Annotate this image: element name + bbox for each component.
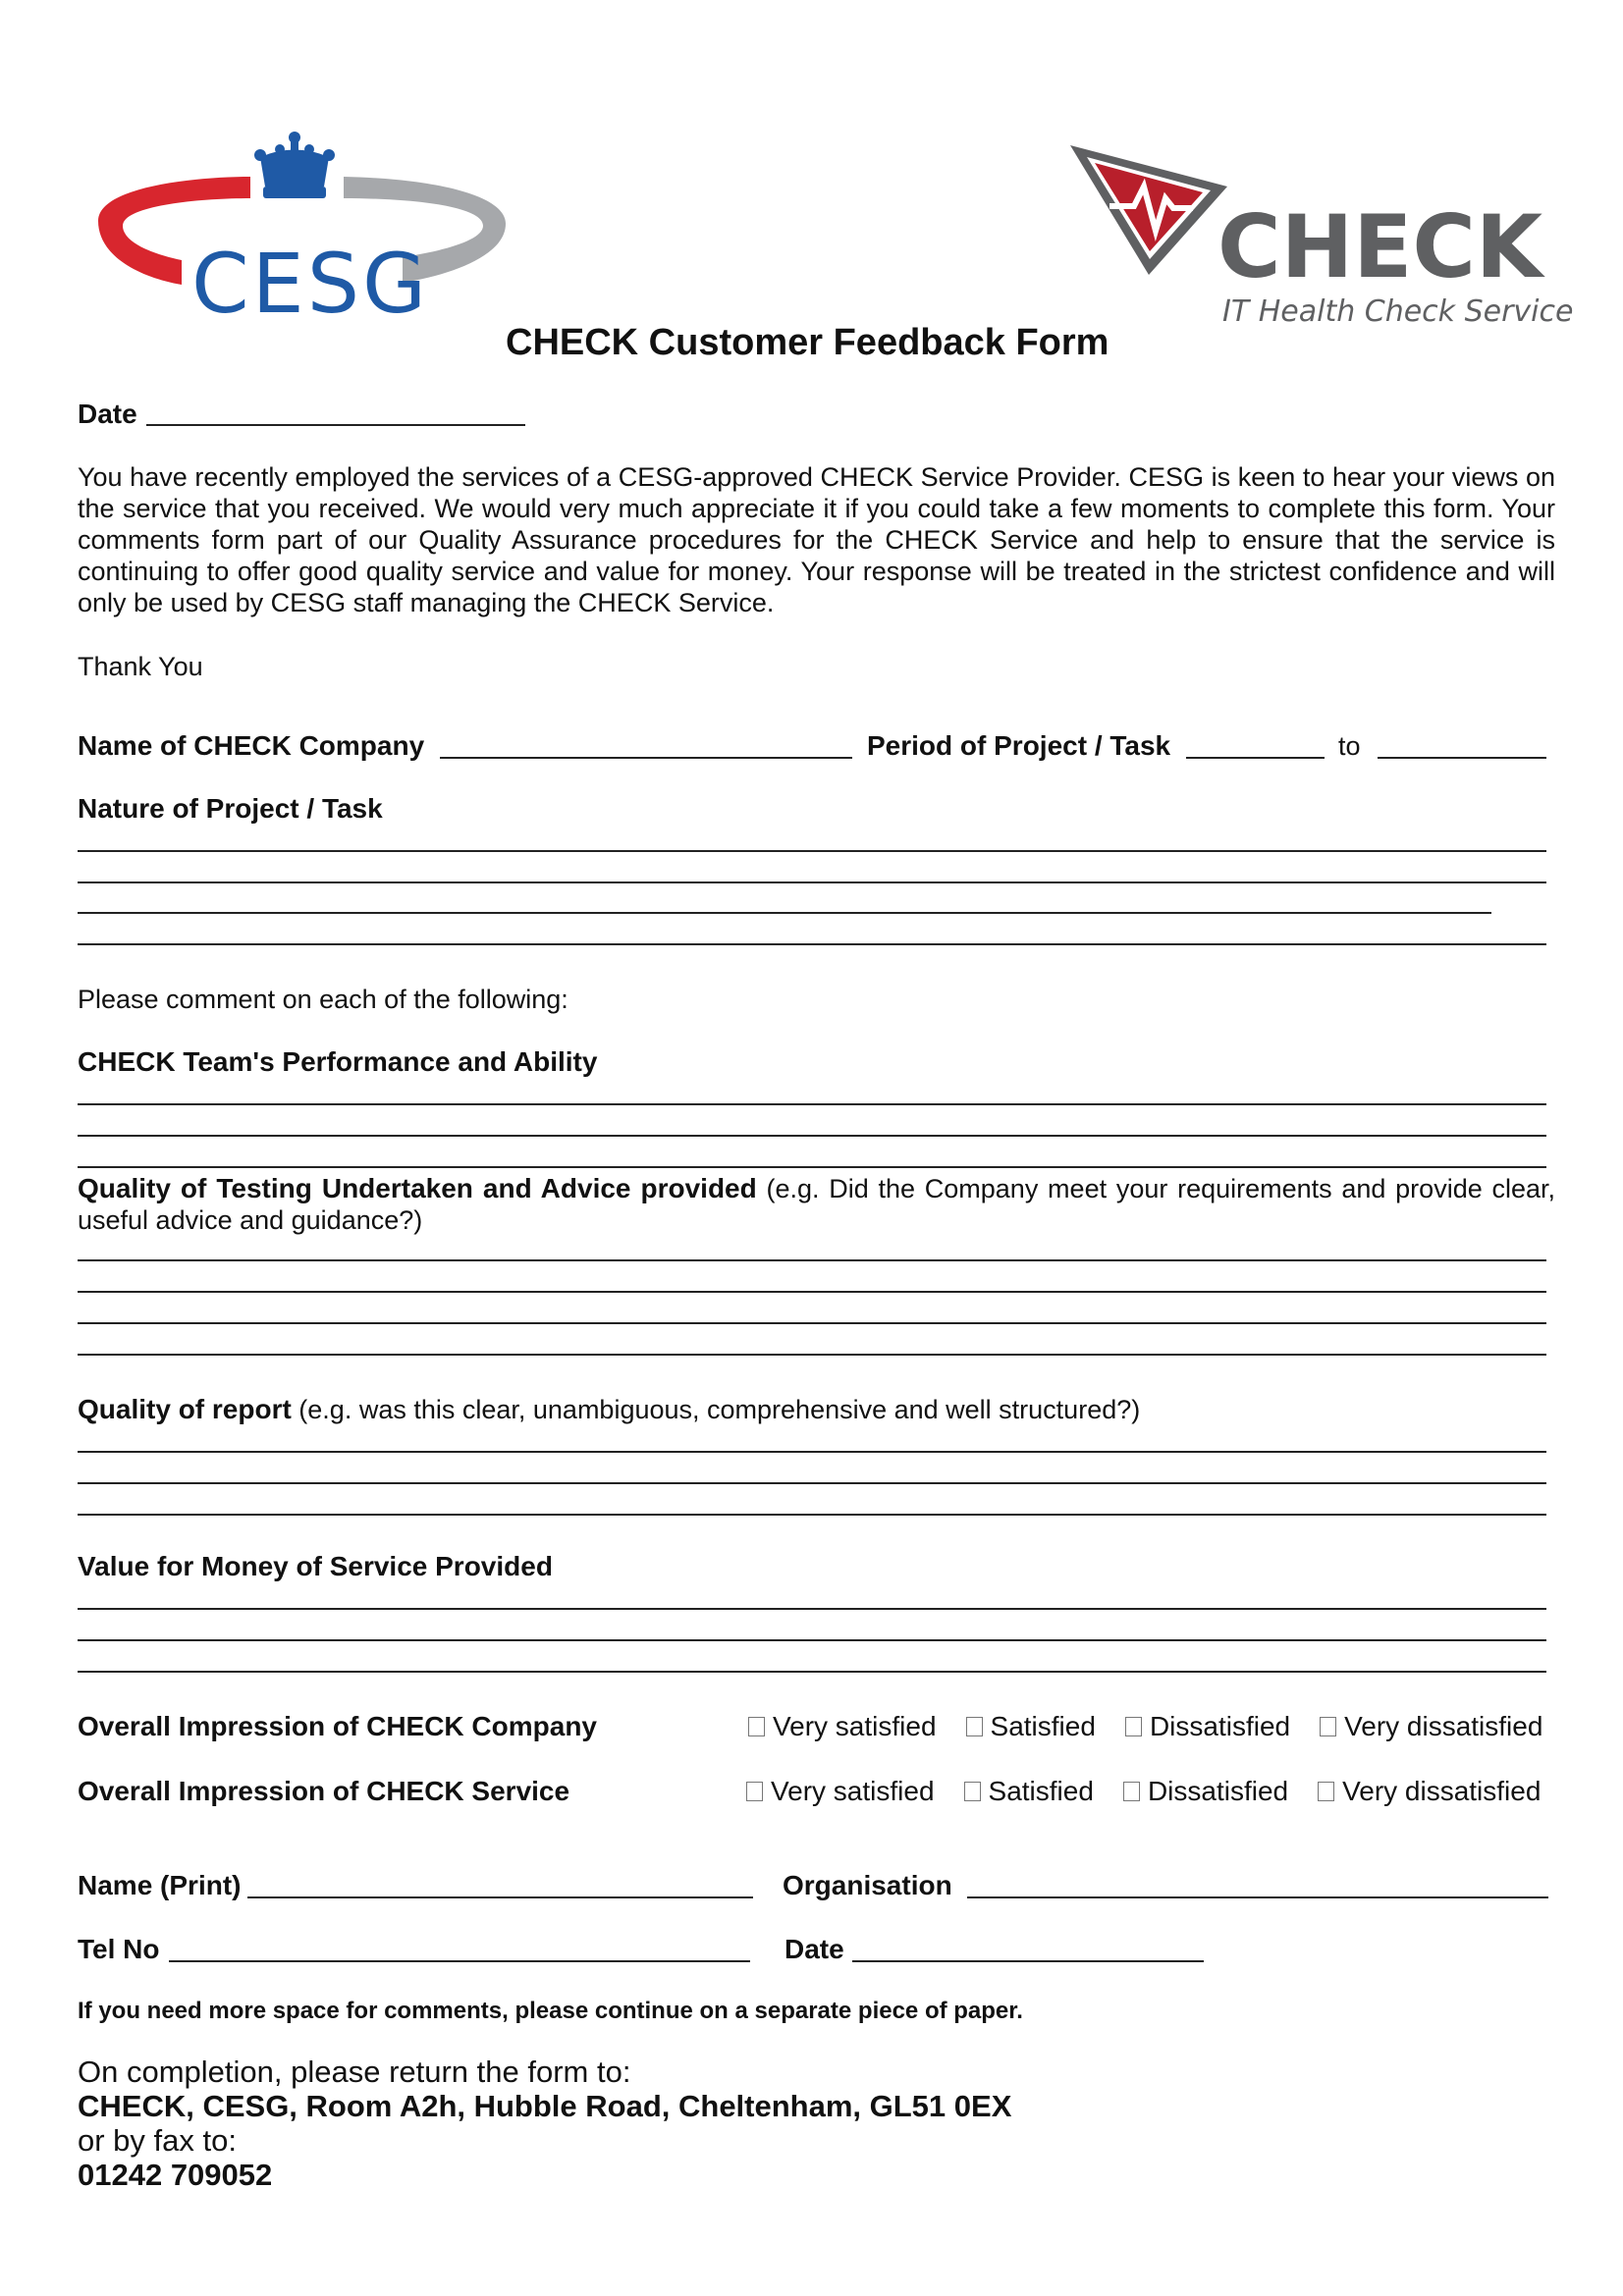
company-option-dissatisfied[interactable]: Dissatisfied xyxy=(1125,1711,1290,1742)
team-line-1[interactable] xyxy=(78,1103,1546,1105)
period-end-field[interactable] xyxy=(1378,757,1546,759)
tel-field[interactable] xyxy=(169,1960,750,1962)
testing-label: Quality of Testing Undertaken and Advice provided xyxy=(78,1173,757,1203)
period-to-text: to xyxy=(1338,731,1361,761)
fax-instruction: or by fax to: xyxy=(78,2123,237,2158)
page-title: CHECK Customer Feedback Form xyxy=(506,322,1109,363)
organisation-label: Organisation xyxy=(783,1870,952,1900)
date-label: Date xyxy=(78,399,137,429)
return-instruction: On completion, please return the form to: xyxy=(78,2055,631,2089)
value-label: Value for Money of Service Provided xyxy=(78,1551,553,1581)
checkbox-icon xyxy=(1125,1717,1142,1736)
period-start-field[interactable] xyxy=(1186,757,1325,759)
team-line-3[interactable] xyxy=(78,1166,1546,1168)
return-address: CHECK, CESG, Room A2h, Hubble Road, Cheltenham, GL51 0EX xyxy=(78,2089,1012,2123)
impression-company-label: Overall Impression of CHECK Company xyxy=(78,1711,598,1741)
intro-paragraph: You have recently employed the services of a CESG-approved CHECK Service Provider. CESG is keen to hear your views on the service that you received. We would very much appreciate it if you could take a few moments to complete this form. Your comments form part of our Quality Assurance procedures for the CHECK Service and help to ensure that the service is continuing to offer good quality service and value for money. Your response will be treated in the strictest confidence and will only be used by CESG staff managing the CHECK Service. xyxy=(78,462,1555,617)
nature-line-3[interactable] xyxy=(78,912,1491,914)
check-subtitle: IT Health Check Service xyxy=(1222,294,1574,329)
checkbox-icon xyxy=(966,1717,983,1736)
service-option-dissatisfied[interactable]: Dissatisfied xyxy=(1123,1776,1288,1807)
thank-you-text: Thank You xyxy=(78,652,203,681)
cesg-wordmark: CESG xyxy=(191,236,430,332)
checkbox-icon xyxy=(964,1782,981,1801)
nature-line-4[interactable] xyxy=(78,943,1546,945)
date-field[interactable] xyxy=(146,424,525,426)
organisation-field[interactable] xyxy=(967,1896,1548,1898)
testing-hint: (e.g. Did the Company meet your requirements and provide clear, useful advice and guidance?) xyxy=(78,1174,1555,1235)
please-comment-text: Please comment on each of the following: xyxy=(78,985,568,1014)
tel-label: Tel No xyxy=(78,1934,160,1964)
checkbox-icon xyxy=(746,1782,763,1801)
report-section-heading xyxy=(78,1394,1140,1425)
check-logo xyxy=(1065,137,1574,334)
date2-field[interactable] xyxy=(852,1960,1204,1962)
fax-number: 01242 709052 xyxy=(78,2158,273,2192)
cesg-logo xyxy=(79,128,511,332)
report-line-2[interactable] xyxy=(78,1482,1546,1484)
impression-company-options xyxy=(748,1711,1542,1742)
company-field[interactable] xyxy=(440,757,852,759)
value-line-3[interactable] xyxy=(78,1671,1546,1673)
checkbox-icon xyxy=(1320,1717,1336,1736)
check-shield-icon xyxy=(1065,137,1232,285)
company-option-very-satisfied[interactable]: Very satisfied xyxy=(748,1711,937,1742)
nature-line-2[interactable] xyxy=(78,881,1546,883)
date2-label: Date xyxy=(784,1934,844,1964)
testing-line-4[interactable] xyxy=(78,1354,1546,1356)
checkbox-icon xyxy=(1318,1782,1334,1801)
name-field[interactable] xyxy=(247,1896,753,1898)
checkbox-icon xyxy=(1123,1782,1140,1801)
service-option-very-satisfied[interactable]: Very satisfied xyxy=(746,1776,935,1807)
report-hint: (e.g. was this clear, unambiguous, comprehensive and well structured?) xyxy=(291,1395,1141,1424)
service-option-satisfied[interactable]: Satisfied xyxy=(964,1776,1094,1807)
impression-service-label: Overall Impression of CHECK Service xyxy=(78,1776,570,1806)
team-line-2[interactable] xyxy=(78,1135,1546,1137)
testing-section-heading xyxy=(78,1173,1555,1236)
period-label: Period of Project / Task xyxy=(867,730,1171,761)
testing-line-1[interactable] xyxy=(78,1259,1546,1261)
service-option-very-dissatisfied[interactable]: Very dissatisfied xyxy=(1318,1776,1541,1807)
checkbox-icon xyxy=(748,1717,765,1736)
company-label: Name of CHECK Company xyxy=(78,730,425,761)
nature-line-1[interactable] xyxy=(78,850,1546,852)
value-line-2[interactable] xyxy=(78,1639,1546,1641)
testing-line-3[interactable] xyxy=(78,1322,1546,1324)
impression-service-options xyxy=(746,1776,1541,1807)
check-wordmark: CHECK xyxy=(1217,196,1543,297)
space-note: If you need more space for comments, please continue on a separate piece of paper. xyxy=(78,1998,1023,2024)
company-option-satisfied[interactable]: Satisfied xyxy=(966,1711,1096,1742)
team-label: CHECK Team's Performance and Ability xyxy=(78,1046,598,1077)
report-line-1[interactable] xyxy=(78,1451,1546,1453)
company-option-very-dissatisfied[interactable]: Very dissatisfied xyxy=(1320,1711,1542,1742)
nature-label: Nature of Project / Task xyxy=(78,793,383,824)
testing-line-2[interactable] xyxy=(78,1291,1546,1293)
report-line-3[interactable] xyxy=(78,1514,1546,1516)
name-label: Name (Print) xyxy=(78,1870,242,1900)
value-line-1[interactable] xyxy=(78,1608,1546,1610)
report-label: Quality of report xyxy=(78,1394,292,1424)
